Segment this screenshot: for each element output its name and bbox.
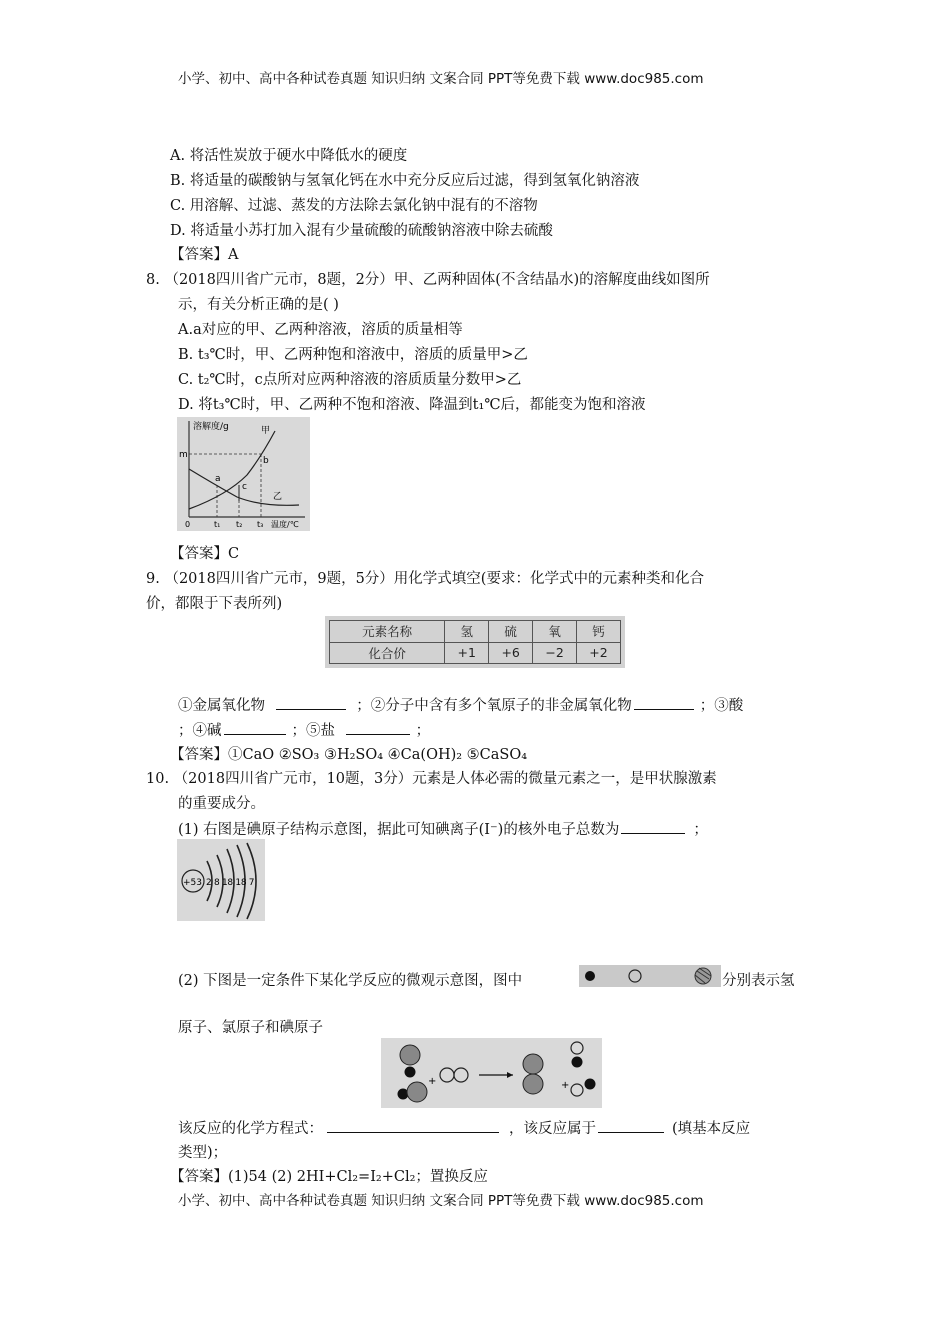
atom-legend-image xyxy=(579,965,721,987)
yi-label: 乙 xyxy=(273,492,283,502)
q7-option-b: B. 将适量的碳酸钠与氢氧化钙在水中充分反应后过滤，得到氢氧化钠溶液 xyxy=(170,173,640,189)
q8-stem-line2: 示，有关分析正确的是( ) xyxy=(178,297,339,313)
blank-base[interactable] xyxy=(224,720,286,735)
table-cell: 元素名称 xyxy=(330,621,445,643)
y-axis-label: 溶解度/g xyxy=(193,422,229,432)
q9-answer xyxy=(170,745,527,765)
q7-option-a: A. 将活性炭放于硬水中降低水的硬度 xyxy=(170,148,408,164)
reaction-diagram xyxy=(381,1038,602,1108)
q7-option-c: C. 用溶解、过滤、蒸发的方法除去氯化钠中混有的不溶物 xyxy=(170,198,538,214)
x-axis-label: 温度/℃ xyxy=(271,520,299,529)
page-footer: 小学、初中、高中各种试卷真题 知识归纳 文案合同 PPT等免费下载 www.doc985.com xyxy=(178,1193,704,1209)
q10-sub2-line xyxy=(178,971,522,991)
q9-answer-text: ①CaO ②SO₃ ③H₂SO₄ ④Ca(OH)₂ ⑤CaSO₄ xyxy=(228,747,528,763)
shell-electrons: 2 8 18 18 7 xyxy=(206,878,255,888)
q10-stem-line2: 的重要成分。 xyxy=(178,796,265,812)
q9-stem-line1: 9. （2018四川省广元市，9题，5分）用化学式填空(要求：化学式中的元素种类和化合 xyxy=(146,571,704,587)
q9-part1: ①金属氧化物 xyxy=(178,698,265,714)
q10-eq-d: 类型)； xyxy=(178,1145,228,1161)
jia-label: 甲 xyxy=(261,426,271,436)
q10-eq-a: 该反应的化学方程式： xyxy=(178,1121,323,1137)
q10-eq-b: ，该反应属于 xyxy=(509,1121,596,1137)
point-b-label: b xyxy=(263,456,269,466)
hydrogen-atom-icon xyxy=(572,1057,583,1068)
point-c-label: c xyxy=(242,482,247,492)
iodine-atom-icon xyxy=(407,1082,427,1102)
chlorine-atom-icon xyxy=(440,1068,454,1082)
blank-metal-oxide[interactable] xyxy=(276,695,346,710)
m-label: m xyxy=(179,450,188,460)
q10-sub1-end: ； xyxy=(693,822,708,838)
q7-option-d: D. 将适量小苏打加入混有少量硫酸的硫酸钠溶液中除去硫酸 xyxy=(170,223,553,239)
iodine-atom-svg xyxy=(177,839,265,921)
q10-sub1-text: (1) 右图是碘原子结构示意图，据此可知碘离子(I⁻)的核外电子总数为 xyxy=(178,822,620,838)
blank-salt[interactable] xyxy=(346,720,410,735)
table-cell: 化合价 xyxy=(330,642,445,664)
q10-sub2a: (2) 下图是一定条件下某化学反应的微观示意图，图中 xyxy=(178,973,523,989)
point-a-label: a xyxy=(215,474,221,484)
q10-eq-c: (填基本反应 xyxy=(672,1121,751,1137)
table-cell: 钙 xyxy=(577,621,621,643)
iodine-atom-icon xyxy=(400,1045,420,1065)
blank-reaction-type[interactable] xyxy=(598,1118,664,1133)
chlorine-atom-icon xyxy=(571,1042,583,1054)
q10-equation-line xyxy=(178,1118,750,1139)
q9-fill-line2 xyxy=(178,720,430,741)
q9-stem-line2: 价，都限于下表所列) xyxy=(146,596,283,612)
chlorine-atom-icon xyxy=(454,1068,468,1082)
page-header: 小学、初中、高中各种试卷真题 知识归纳 文案合同 PPT等免费下载 www.doc985.com xyxy=(178,71,704,87)
q10-sub2b: 分别表示氢 xyxy=(722,973,795,989)
q9-fill-line1 xyxy=(178,695,743,716)
hydrogen-atom-icon xyxy=(405,1067,416,1078)
q10-stem-line1: 10. （2018四川省广元市，10题，3分）元素是人体必需的微量元素之一，是甲状腺激素 xyxy=(146,771,717,787)
table-row xyxy=(330,621,621,643)
origin-label: 0 xyxy=(185,520,191,529)
arrow-head-icon xyxy=(507,1072,513,1078)
blank-nonmetal-oxide[interactable] xyxy=(634,695,694,710)
q7-answer: 【答案】A xyxy=(170,247,239,263)
iodine-atom-icon xyxy=(523,1074,543,1094)
valence-table xyxy=(325,616,625,668)
hydrogen-atom-icon xyxy=(585,1079,596,1090)
t3-label: t₃ xyxy=(257,520,264,529)
q9-part2: ；②分子中含有多个氧原子的非金属氧化物 xyxy=(356,698,632,714)
t2-label: t₂ xyxy=(236,520,243,529)
t1-label: t₁ xyxy=(214,520,221,529)
q8-option-d: D. 将t₃℃时，甲、乙两种不饱和溶液、降温到t₁℃后，都能变为饱和溶液 xyxy=(178,397,646,413)
table-cell: +2 xyxy=(577,642,621,664)
q8-answer: 【答案】C xyxy=(170,546,240,562)
q10-answer xyxy=(170,1167,488,1187)
q8-option-b: B. t₃℃时，甲、乙两种饱和溶液中，溶质的质量甲>乙 xyxy=(178,347,528,363)
q8-stem-line1: 8. （2018四川省广元市，8题，2分）甲、乙两种固体(不含结晶水)的溶解度曲线如图所 xyxy=(146,272,710,288)
curve-jia xyxy=(189,431,275,509)
table-cell: 氧 xyxy=(533,621,577,643)
table-row xyxy=(330,642,621,664)
nucleus-charge: +53 xyxy=(183,878,202,888)
q9-part6: ； xyxy=(415,723,431,739)
atom-legend-svg xyxy=(579,965,721,987)
table-cell: −2 xyxy=(533,642,577,664)
blank-electron-count[interactable] xyxy=(621,819,685,834)
q8-option-a: A.a对应的甲、乙两种溶液，溶质的质量相等 xyxy=(178,322,463,338)
table-cell: 氢 xyxy=(445,621,489,643)
iodine-atom-icon xyxy=(523,1054,543,1074)
plus-icon: + xyxy=(428,1076,437,1087)
q10-answer-label: 【答案】 xyxy=(170,1169,228,1185)
q9-part4: ；④碱 xyxy=(178,723,222,739)
solubility-chart-svg xyxy=(177,417,310,531)
q10-answer-text: (1)54 (2) 2HI+Cl₂=I₂+Cl₂；置换反应 xyxy=(228,1169,488,1185)
q9-part5: ；⑤盐 xyxy=(291,723,335,739)
blank-equation[interactable] xyxy=(327,1118,499,1133)
table-cell: 硫 xyxy=(489,621,533,643)
iodine-atom-diagram xyxy=(177,839,265,921)
reaction-svg xyxy=(381,1038,602,1108)
q10-sub1 xyxy=(178,819,708,840)
q10-sub2c: 原子、氯原子和碘原子 xyxy=(178,1020,323,1036)
table-cell: +1 xyxy=(445,642,489,664)
q8-option-c: C. t₂℃时，c点所对应两种溶液的溶质质量分数甲>乙 xyxy=(178,372,522,388)
solubility-chart xyxy=(177,417,310,531)
q9-part3: ；③酸 xyxy=(699,698,744,714)
q9-answer-label: 【答案】 xyxy=(170,747,228,763)
plus-icon: + xyxy=(561,1080,570,1091)
table-cell: +6 xyxy=(489,642,533,664)
chlorine-atom-icon xyxy=(571,1084,583,1096)
